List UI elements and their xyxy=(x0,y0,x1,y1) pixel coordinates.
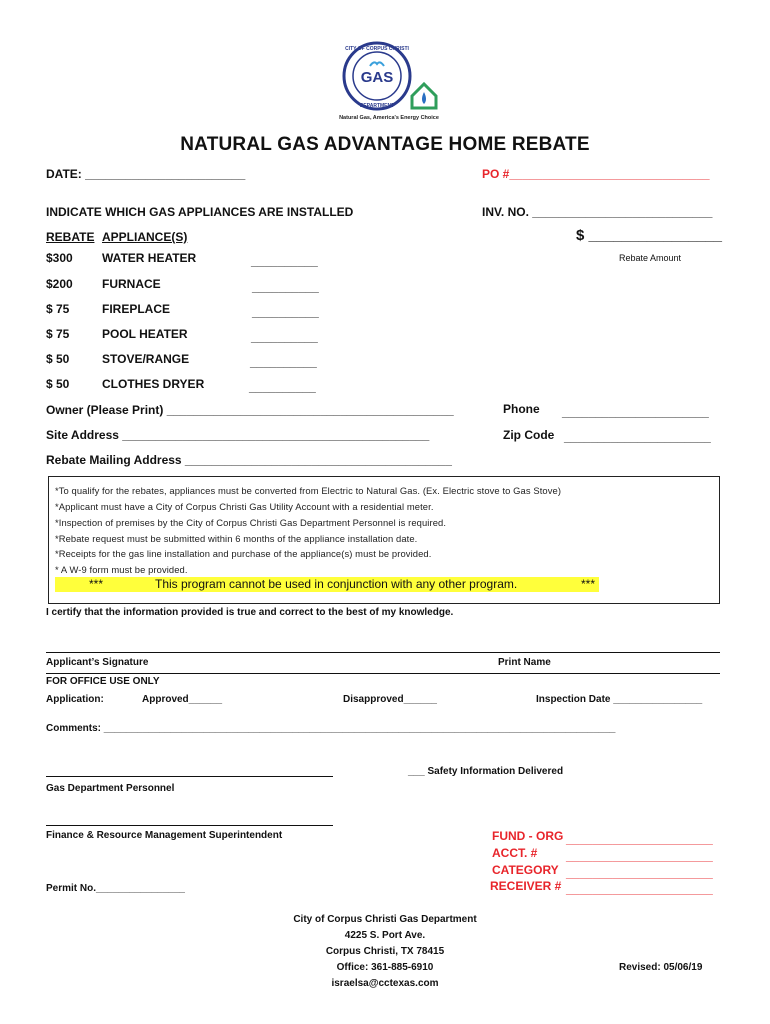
rebate-amount-caption: Rebate Amount xyxy=(619,253,682,263)
indicate-appliances-heading: INDICATE WHICH GAS APPLIANCES ARE INSTALLED xyxy=(46,205,354,219)
fund-org-field[interactable]: ______________________ xyxy=(566,832,713,846)
gas-department-logo xyxy=(334,40,454,122)
requirement-line: * A W-9 form must be provided. xyxy=(55,564,188,575)
phone-field[interactable]: ______________________ xyxy=(562,405,709,419)
logo-tagline: Natural Gas, America's Energy Choice xyxy=(339,115,439,121)
rebate-column-header: REBATE xyxy=(46,230,95,244)
appliance-name: CLOTHES DRYER xyxy=(102,377,205,391)
zip-code-label: Zip Code xyxy=(503,428,555,442)
footer-line: Corpus Christi, TX 78415 xyxy=(325,946,445,957)
zip-code-field[interactable]: ______________________ xyxy=(564,430,711,444)
phone-label: Phone xyxy=(503,402,540,416)
category-label: CATEGORY xyxy=(492,863,559,877)
date-field[interactable]: DATE: ________________________ xyxy=(46,167,246,181)
personnel-signature-line[interactable] xyxy=(46,776,333,777)
program-warning-highlight xyxy=(55,577,599,592)
footer-email[interactable]: israelsa@cctexas.com xyxy=(331,978,439,989)
warning-stars-right: *** xyxy=(581,577,596,591)
rebate-amount: $ 50 xyxy=(46,352,70,366)
logo-ring-top: CITY OF CORPUS CHRISTI xyxy=(345,46,409,52)
appliance-name: FIREPLACE xyxy=(102,302,171,316)
appliance-name: POOL HEATER xyxy=(102,327,188,341)
acct-number-field[interactable]: ______________________ xyxy=(566,849,713,863)
applicant-signature-label: Applicant’s Signature xyxy=(46,657,149,668)
requirement-line: *Applicant must have a City of Corpus Christi Gas Utility Account with a residential meter. xyxy=(55,501,434,512)
requirement-line: *Rebate request must be submitted within 6 months of the appliance installation date. xyxy=(55,533,418,544)
category-field[interactable]: ______________________ xyxy=(566,866,713,880)
requirements-box xyxy=(48,476,720,604)
invoice-number-field[interactable]: INV. NO. ___________________________ xyxy=(482,205,713,219)
appliance-check-blank[interactable]: __________ xyxy=(250,355,317,369)
rebate-amount-field[interactable]: $ ________________ xyxy=(576,227,722,244)
rebate-amount: $ 75 xyxy=(46,327,70,341)
print-name-label: Print Name xyxy=(498,657,551,668)
appliance-check-blank[interactable]: __________ xyxy=(251,330,318,344)
superintendent-label: Finance & Resource Management Superintendent xyxy=(46,830,283,841)
permit-number-field[interactable]: Permit No.________________ xyxy=(46,883,185,894)
site-address-field[interactable]: Site Address ______________________________________________ xyxy=(46,428,430,442)
program-warning-text: This program cannot be used in conjunction with any other program. xyxy=(155,577,518,591)
page-title: NATURAL GAS ADVANTAGE HOME REBATE xyxy=(180,134,590,155)
approved-field[interactable]: Approved______ xyxy=(142,694,223,705)
office-divider-line xyxy=(46,673,720,674)
logo-center-text: GAS xyxy=(360,69,394,86)
appliance-check-blank[interactable]: __________ xyxy=(251,254,318,268)
appliance-name: WATER HEATER xyxy=(102,251,197,265)
inspection-date-field[interactable]: Inspection Date ________________ xyxy=(536,694,703,705)
warning-stars-left: *** xyxy=(89,577,104,591)
requirement-line: *To qualify for the rebates, appliances must be converted from Electric to Natural Gas. (Ex. Electric stove to Gas Stove) xyxy=(55,485,562,496)
fund-org-label: FUND - ORG xyxy=(492,829,564,843)
appliance-check-blank[interactable]: __________ xyxy=(249,380,316,394)
rebate-amount: $300 xyxy=(46,251,73,265)
footer-line: City of Corpus Christi Gas Department xyxy=(293,914,477,925)
rebate-amount: $200 xyxy=(46,277,73,291)
requirement-line: *Inspection of premises by the City of Corpus Christi Gas Department Personnel is required. xyxy=(55,517,447,528)
requirement-line: *Receipts for the gas line installation and purchase of the appliance(s) must be provided. xyxy=(55,548,432,559)
appliance-column-header: APPLIANCE(S) xyxy=(102,230,188,244)
signature-line[interactable] xyxy=(46,652,720,653)
superintendent-signature-line[interactable] xyxy=(46,825,333,826)
application-label: Application: xyxy=(46,694,104,705)
rebate-amount: $ 75 xyxy=(46,302,70,316)
disapproved-field[interactable]: Disapproved______ xyxy=(343,694,437,705)
certification-statement: I certify that the information provided is true and correct to the best of my knowledge. xyxy=(46,607,454,618)
receiver-number-field[interactable]: ______________________ xyxy=(566,882,713,896)
acct-number-label: ACCT. # xyxy=(492,846,538,860)
revised-date: Revised: 05/06/19 xyxy=(619,962,703,973)
safety-info-field[interactable]: ___ Safety Information Delivered xyxy=(408,766,564,777)
owner-name-field[interactable]: Owner (Please Print) ___________________________________________ xyxy=(46,403,454,417)
logo-ring-bottom: DEPARTMENT xyxy=(359,103,395,109)
gas-department-personnel-label: Gas Department Personnel xyxy=(46,783,175,794)
mailing-address-field[interactable]: Rebate Mailing Address ________________________________________ xyxy=(46,453,452,467)
appliance-name: FURNACE xyxy=(102,277,161,291)
po-number-field[interactable]: PO #______________________________ xyxy=(482,167,710,181)
appliance-check-blank[interactable]: __________ xyxy=(252,305,319,319)
footer-line: 4225 S. Port Ave. xyxy=(344,930,426,941)
appliance-name: STOVE/RANGE xyxy=(102,352,190,366)
footer-phone: Office: 361-885-6910 xyxy=(336,962,434,973)
comments-field[interactable]: Comments: ____________________________________________________________________________________________ xyxy=(46,723,616,734)
appliance-check-blank[interactable]: __________ xyxy=(252,280,319,294)
office-use-heading: FOR OFFICE USE ONLY xyxy=(46,676,160,687)
rebate-amount: $ 50 xyxy=(46,377,70,391)
receiver-number-label: RECEIVER # xyxy=(490,879,562,893)
